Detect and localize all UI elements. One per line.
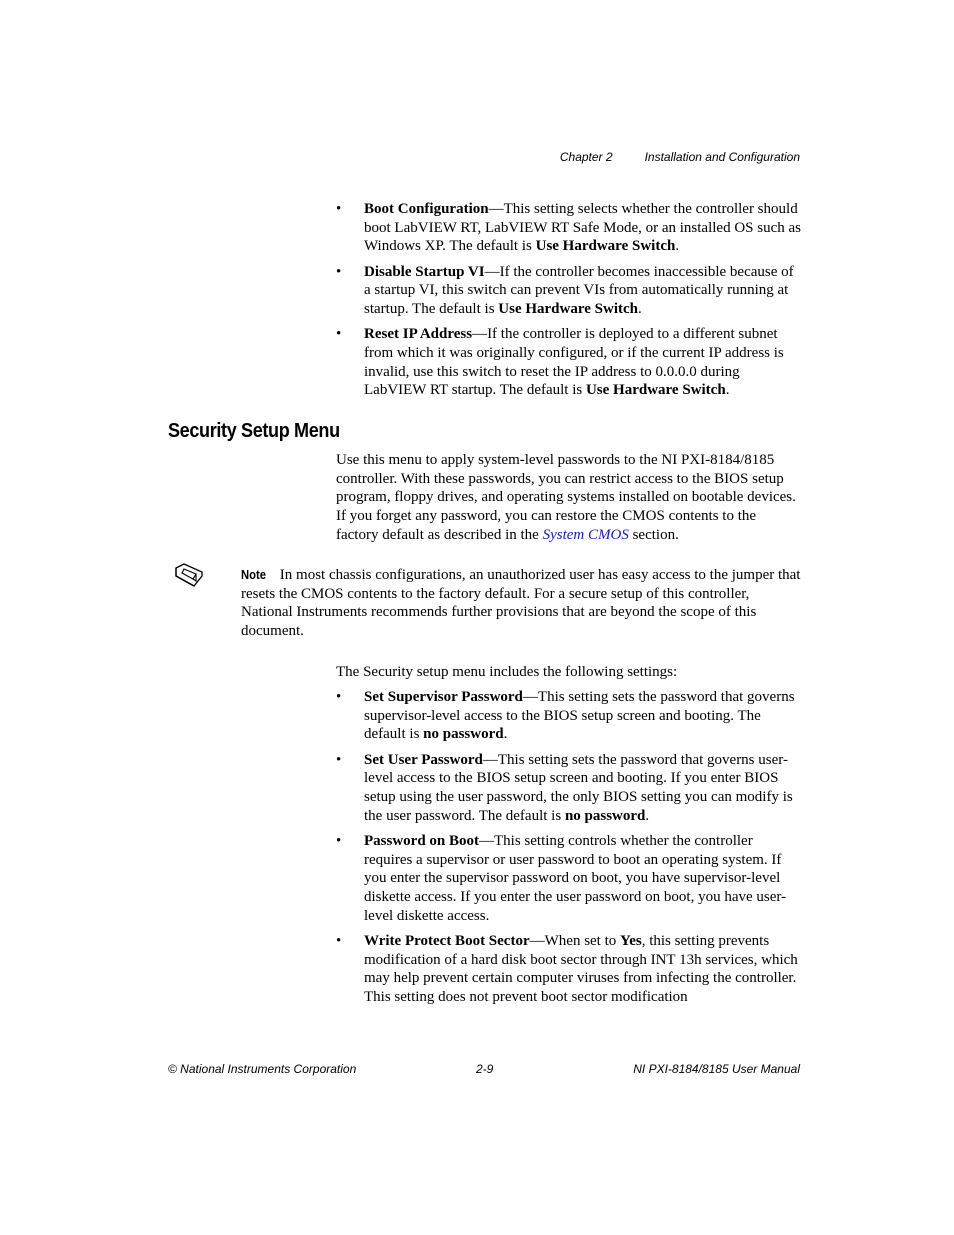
bullet: • bbox=[336, 932, 342, 949]
setting-description: —This setting controls whether the controller requires a supervisor or user password to boot an operating system. If you enter the supervisor password on boot, you have supervisor-level diskette access. If you enter the user password on boot, you have user-level diskette access. bbox=[364, 832, 787, 924]
note-text: In most chassis configurations, an unauthorized user has easy access to the jumper that resets the CMOS contents to the factory default. For a secure setup of this controller, National Instruments recommends further provisions that are beyond the scope of this document. bbox=[241, 567, 801, 640]
bullet: • bbox=[336, 751, 342, 768]
boot-settings-list bbox=[336, 200, 802, 407]
setting-end: . bbox=[638, 301, 642, 318]
bullet: • bbox=[336, 201, 342, 217]
bullet: • bbox=[336, 326, 342, 343]
setting-description: —This setting sets the password that governs user-level access to the BIOS setup screen and booting. If you enter BIOS setup using the user password, the only BIOS setting you can modify is the user password. The default is bbox=[364, 751, 793, 824]
list-item bbox=[336, 832, 802, 926]
setting-description: —This setting sets the password that governs supervisor-level access to the BIOS setup screen and booting. The default is bbox=[364, 689, 795, 743]
setting-term: Disable Startup VI bbox=[364, 263, 485, 280]
setting-term: Reset IP Address bbox=[364, 326, 473, 343]
bullet: • bbox=[336, 832, 342, 849]
section-intro bbox=[336, 451, 802, 545]
setting-description: —This setting selects whether the controller should boot LabVIEW RT, LabVIEW RT Safe Mode, or an installed OS such as Windows XP. The default is bbox=[364, 201, 801, 255]
bullet: • bbox=[336, 689, 342, 705]
list-item bbox=[336, 325, 802, 400]
settings-intro: The Security setup menu includes the following settings: bbox=[336, 664, 678, 680]
setting-end: , this setting prevents modification of a hard disk boot sector through INT 13h services, which may help prevent certain computer viruses from infecting the controller. This setting does not prevent boot sector modification bbox=[364, 932, 798, 1006]
intro-text-end: section. bbox=[628, 526, 679, 543]
footer-copyright: © National Instruments Corporation bbox=[168, 1062, 357, 1076]
bullet: • bbox=[336, 263, 342, 280]
setting-default: no password bbox=[423, 726, 504, 743]
setting-term: Set User Password bbox=[364, 751, 483, 768]
intro-text: Use this menu to apply system-level passwords to the NI PXI-8184/8185 controller. With these passwords, you can restrict access to the BIOS setup program, floppy drives, and operating systems installed on bootable devices. If you forget any password, you can restore the CMOS contents to the factory default as described in the bbox=[336, 452, 796, 543]
setting-default: Yes bbox=[620, 932, 642, 949]
header-chapter: Chapter 2 bbox=[559, 150, 613, 164]
section-heading: Security Setup Menu bbox=[168, 419, 340, 442]
note-pencil-icon bbox=[174, 562, 204, 588]
setting-description: —If the controller becomes inaccessible because of a startup VI, this switch can prevent VIs from automatically running at startup. The default is bbox=[364, 263, 794, 318]
setting-description: —If the controller is deployed to a different subnet from which it was originally configured, or if the current IP address is invalid, use this switch to reset the IP address to 0.0.0.0 during LabVIEW RT startup. The default is bbox=[364, 326, 784, 399]
setting-end: . bbox=[675, 238, 680, 255]
setting-default: no password bbox=[564, 807, 646, 824]
footer-page-number: 2-9 bbox=[476, 1062, 494, 1076]
setting-end: . bbox=[725, 382, 730, 399]
setting-term: Set Supervisor Password bbox=[364, 689, 523, 705]
setting-description: —When set to bbox=[529, 932, 621, 949]
note-block bbox=[241, 566, 802, 641]
header-title: Installation and Configuration bbox=[644, 150, 800, 164]
setting-end: . bbox=[503, 726, 508, 743]
system-cmos-link[interactable]: System CMOS bbox=[542, 526, 629, 543]
setting-term: Password on Boot bbox=[364, 832, 480, 849]
list-item bbox=[336, 751, 802, 826]
setting-term: Write Protect Boot Sector bbox=[364, 932, 530, 949]
list-item bbox=[336, 263, 802, 319]
list-item bbox=[336, 932, 802, 1007]
note-label: Note bbox=[241, 568, 267, 582]
setting-default: Use Hardware Switch bbox=[535, 238, 676, 255]
running-header bbox=[560, 150, 800, 164]
setting-end: . bbox=[645, 807, 650, 824]
list-item bbox=[336, 688, 802, 744]
list-item bbox=[336, 200, 802, 256]
setting-default: Use Hardware Switch bbox=[585, 382, 726, 399]
footer-manual-title: NI PXI-8184/8185 User Manual bbox=[633, 1062, 800, 1076]
setting-term: Boot Configuration bbox=[364, 201, 489, 217]
security-settings-list bbox=[336, 688, 802, 1013]
setting-default: Use Hardware Switch bbox=[498, 301, 638, 318]
